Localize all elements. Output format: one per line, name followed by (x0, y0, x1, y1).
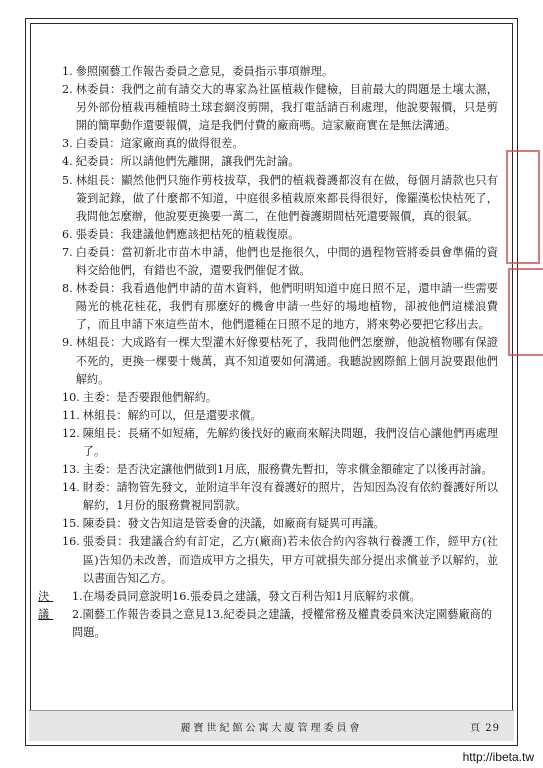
list-item (62, 280, 498, 334)
red-seal-stamp (506, 150, 540, 264)
item-text: 主委：是否決定讓他們做到1月底，服務費先暫扣，等求償金額確定了以後再討論。 (82, 463, 493, 477)
list-item (62, 407, 498, 425)
list-item (62, 515, 498, 533)
page-number: 頁 29 (470, 722, 500, 734)
item-text: 張委員：我建議合約有訂定，乙方(廠商)若未依合約內容執行養護工作，經甲方(社區)告知仍未改善，而造成甲方之損失，甲方可就損失部分提出求償並予以解約，並以書面告知乙方。 (82, 535, 498, 585)
list-item (62, 533, 498, 587)
list-item (62, 153, 498, 171)
item-text: 白委員：這家廠商真的做得很差。 (75, 137, 244, 151)
list-item (62, 172, 498, 226)
item-number: 11. (62, 408, 80, 422)
item-text: 林組長：顯然他們只施作剪枝拔草，我們的植栽養護都沒有在做，每個月請款也只有簽到記錄，做了什麼都不知道，中庭很多植栽原來都長得很好，像羅漢松快枯死了，我問他怎麼辦，他說要更換要一萬二，在他們養護期間枯死還要報價，真的很氣。 (75, 173, 498, 223)
page-footer (29, 710, 514, 741)
list-item (62, 479, 498, 515)
item-text: 林委員：我看過他們申請的苗木資料，他們明明知道中庭日照不足，還申請一些需要陽光的桃花桂花，我們有那麼好的機會申請一些好的場地植物，卻被他們這樣浪費了，而且申請下來這些苗木，他們還種在日照不足的地方，將來勢必要把它移出去。 (75, 282, 498, 332)
decision-line-1: 1.在場委員同意說明16.張委員之建議，發文百利告知1月底解約求償。 (72, 589, 421, 603)
item-text: 主委：是否要跟他們解約。 (82, 390, 218, 404)
red-seal-stamp-2 (508, 268, 543, 356)
footer-title: 麗寶世紀館公寓大廈管理委員會 (180, 722, 363, 734)
item-text: 財委：請物管先發文，並附這半年沒有養護好的照片，告知因為沒有依約養護好所以解約，1月份的服務費視同罰款。 (82, 481, 498, 513)
item-number: 9. (62, 336, 73, 350)
item-number: 14. (62, 481, 80, 495)
list-item (62, 425, 498, 461)
list-item (62, 389, 498, 407)
minutes-content (38, 63, 498, 642)
item-text: 張委員：我建議他們應該把枯死的植栽復原。 (75, 227, 300, 241)
item-text: 白委員：當初新北市苗木申請，他們也是拖很久，中間的過程物管將委員會準備的資料交給他們，有錯也不說，還要我們催促才做。 (75, 245, 498, 278)
decision-line-2: 2.園藝工作報告委員之意見13.紀委員之建議，授權常務及權責委員來決定園藝廠商的問題。 (72, 607, 493, 639)
item-number: 12. (62, 426, 80, 440)
item-number: 4. (62, 155, 73, 169)
item-text: 林組長：解約可以，但是還要求償。 (82, 408, 262, 422)
item-number: 2. (62, 83, 73, 97)
item-number: 3. (62, 137, 73, 151)
list-item (62, 334, 498, 388)
item-text: 陳委員：發文告知這是管委會的決議，如廠商有疑異可再議。 (82, 517, 385, 531)
list-item (62, 63, 498, 81)
item-number: 5. (62, 173, 73, 187)
item-number: 10. (62, 390, 80, 404)
item-text: 陳組長：長痛不如短痛，先解約後找好的廠商來解決問題，我們沒信心讓他們再處理了。 (82, 426, 498, 458)
item-number: 13. (62, 463, 80, 477)
item-number: 16. (62, 535, 80, 549)
item-number: 7. (62, 245, 73, 259)
list-item (62, 244, 498, 280)
list-item (62, 461, 498, 479)
item-number: 1. (62, 65, 73, 78)
list-item (62, 81, 498, 135)
item-text: 參照園藝工作報告委員之意見，委員指示事項辦理。 (75, 65, 334, 78)
decision-section (38, 588, 498, 642)
list-item (62, 226, 498, 244)
item-number: 6. (62, 227, 73, 241)
item-number: 8. (62, 282, 73, 296)
decision-label: 決議 (38, 589, 54, 621)
item-text: 林組長：大成路有一棵大型灌木好像要枯死了，我問他們怎麼辦，他說植物哪有保證不死的，更換一棵要十幾萬，真不知道要如何溝通。我聽說國際館上個月說要跟他們解約。 (75, 336, 498, 386)
item-text: 林委員：我們之前有請交大的專家為社區植栽作健檢，目前最大的問題是土壤太濕，另外部份植栽再種植時土球套網沒剪開，我打電話請百利處理，他說要報價，只是剪開的簡單動作還要報價，這是我們付費的廠商嗎。這家廠商實在是無法溝通。 (75, 83, 498, 133)
item-text: 紀委員：所以請他們先離開，讓我們先討論。 (75, 155, 300, 169)
watermark: http://ibeta.tw (460, 750, 537, 764)
list-item (62, 135, 498, 153)
discussion-list (62, 63, 498, 588)
item-number: 15. (62, 517, 80, 531)
